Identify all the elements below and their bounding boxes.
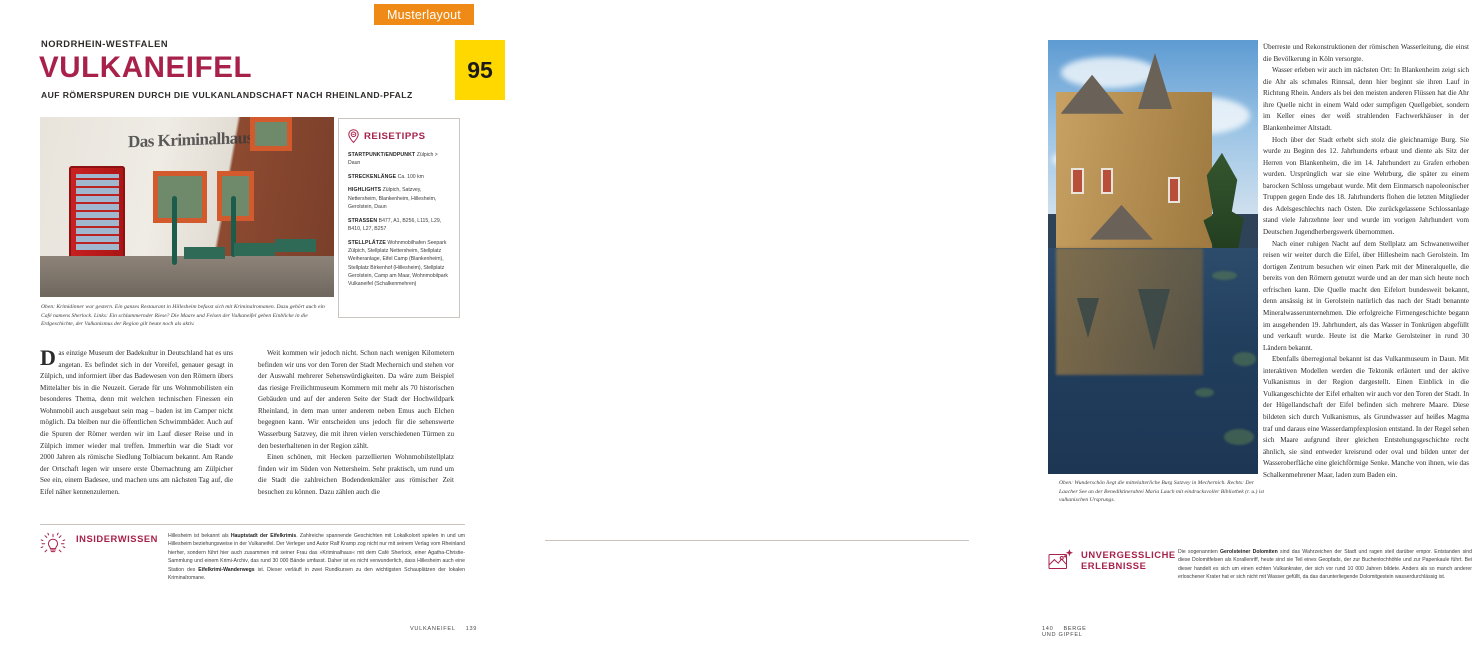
unforgettable-icon-slot: [1048, 548, 1081, 582]
chapter-number: 95: [467, 56, 493, 83]
paragraph: Nach einer ruhigen Nacht auf dem Stellplatz am Schwanenweiher reisen wir weiter durch die Eifel, über Hillesheim nach Gerolstein. Im dortigen Zentrum besuchen wir einen Park mit der Mineralquelle, die bereits von den Römern genutzt wurde und an der man sich heute noch erfrischen kann. Die Quelle macht den Eifelort bundesweit bekannt, denn ansässig ist in Gerolstein natürlich das nach der Stadt benannte Mineralwasserunternehmen. Die erfolgreiche Firmengeschichte begann im ausgehenden 19. Jahrhundert, als das Wasser in Tonkrügen abgefüllt und verkauft wurde. Heute ist die Marke Gerolsteiner in rund 30 Ländern bekannt.: [1263, 239, 1469, 352]
reisetipps-rows: [348, 151, 450, 289]
photo-window: [158, 176, 202, 217]
photo-table: [275, 239, 316, 252]
paragraph: Überreste und Rekonstruktionen der römischen Wasserleitung, die einst die Bevölkerung in Köln versorgte.: [1263, 43, 1469, 63]
reisetipps-label: STELLPLÄTZE: [348, 239, 386, 246]
reisetipps-label: STARTPUNKT/ENDPUNKT: [348, 152, 416, 158]
unvergessliche-erlebnisse-box: [1048, 548, 1472, 582]
photo-tower-reflection: [1077, 298, 1099, 338]
photo-castle-window: [1170, 179, 1178, 201]
photo-ground: [40, 256, 334, 297]
reisetipps-row: [348, 173, 450, 181]
insider-title-slot: [76, 532, 168, 583]
photo-lilypad: [1233, 352, 1256, 366]
unforgettable-title-line-2: ERLEBNISSE: [1081, 560, 1147, 572]
reisetipps-title: REISETIPPS: [364, 130, 426, 142]
insider-icon-slot: [40, 532, 76, 583]
reisetipps-box: [338, 118, 460, 318]
drop-cap: D: [40, 345, 56, 370]
footer-page-number: 140: [1042, 626, 1054, 632]
reisetipps-row: [348, 151, 450, 168]
lightbulb-icon: [40, 532, 66, 558]
reisetipps-label: HIGHLIGHTS: [348, 187, 382, 194]
reisetipps-label: STRASSEN: [348, 217, 378, 224]
paragraph: Einen schönen, mit Hecken parzellierten Wohnmobilstellplatz finden wir im Süden von Nettersheim. Sehr praktisch, um rund um die Stadt die zahlreichen Bodendenkmäler aus römischer Zeit besuchen zu können. Dazu zählen auch die: [258, 453, 454, 496]
paragraph: Weit kommen wir jedoch nicht. Schon nach wenigen Kilometern befinden wir uns vor den Toren der Stadt Mechernich und stehen vor der Auswahl mehrerer Sehenswürdigkeiten. Da wäre zum Beispiel das riesige Freilichtmuseum Kommern mit mehr als 70 historischen Gebäuden und auf der anderen Seite der Stadt der Hochwildpark Rheinland, in dem man unter anderem neben Emus auch Elchen begegnen kann. Wir entscheiden uns jedoch für die sehenswerte Wasserburg Satzvey, die mit ihren vielen verschiedenen Türmen zu den besterhaltenen in der Region zählt.: [258, 349, 454, 450]
insiderwissen-text: Hillesheim ist bekannt als Hauptstadt der Eifelkrimis. Zahlreiche spannende Geschichten mit Lokalkolorit spielen in und um Hillesheim beziehungsweise in der Vulkaneifel. Der Verleger und Autor Ralf Kramp zog nicht nur mit seinem Verlag vom Rheinland hierher, sondern führt hier auch zusammen mit seiner Frau das »Kriminalhaus« mit dem Café Sherlock, einer Agatha-Christie-Sammlung und einem Krimi-Archiv, das rund 30 000 Bände umfasst. Daher ist es nicht verwunderlich, dass Hillesheim auch eine Station des Eifelkrimi-Wanderwegs ist. Dieser verläuft in zwei Rundkursen zu den wichtigsten Schauplätzen der lokalen Kriminalromane.: [168, 533, 466, 582]
footer-left: [410, 626, 477, 632]
photo-lilypad: [1212, 271, 1237, 280]
photo-kriminalhaus: [40, 117, 334, 297]
reisetipps-value: B477, A1, B256, L115, L29, B410, L27, B257: [348, 217, 442, 232]
footer-page-number: 139: [465, 626, 478, 632]
reisetipps-row: [348, 239, 450, 289]
insiderwissen-title: INSIDERWISSEN: [76, 533, 158, 544]
photo-burg-satzvey: [1048, 40, 1258, 474]
footer-chapter: VULKANEIFEL: [410, 626, 456, 632]
reisetipps-value: Ca. 100 km: [397, 173, 424, 180]
left-body-column-1: [40, 345, 233, 498]
photo-lilypad: [1224, 429, 1253, 445]
photo-table: [184, 247, 225, 260]
photo-water: [1048, 248, 1258, 474]
photo-castle-window: [1073, 170, 1081, 192]
right-body-column-1: [1263, 42, 1469, 481]
photo-table: [234, 243, 275, 256]
photo-parasol: [172, 196, 177, 264]
reisetipps-row: [348, 186, 450, 211]
unforgettable-divider: [545, 540, 969, 541]
insider-divider: [40, 524, 465, 525]
photo-tower-reflection: [1138, 289, 1170, 351]
photo-sign-text: Das Kriminalhaus: [128, 127, 253, 151]
map-pin-icon: [348, 129, 359, 143]
reisetipps-row: [348, 217, 450, 234]
chapter-number-badge: [455, 40, 505, 100]
photo-lilypad: [1195, 388, 1214, 397]
reisetipps-value: Wohnmobilhafen Seepark Zülpich, Stellplatz Nettersheim, Stellplatz Weiheranlage, Eifel Camp (Blankenheim), Stellplatz Birkenhof (Hillesheim), Stellplatz Gerolstein, Camp am Maar, Wohnmobilpark Vulkaneifel (Schalkenmehren): [348, 239, 448, 288]
page-subtitle: AUF RÖMERSPUREN DURCH DIE VULKANLANDSCHAFT NACH RHEINLAND-PFALZ: [41, 90, 413, 100]
unforgettable-title-slot: [1081, 548, 1178, 582]
paragraph: Hoch über der Stadt erhebt sich stolz die gleichnamige Burg. Sie wurde zu Beginn des 12. Jahrhunderts erbaut und diente als Sitz der Herren von Blankenheim, die im 14. Jahrhundert zu Grafen erhoben wurden. Ursprünglich war sie eine Wehrburg, die später zu einem barocken Schloss umgebaut wurde. Mit dem Einmarsch napoleonischer Truppen gegen Ende des 18. Jahrhunderts flohen die letzten Mitglieder des Adelsgeschlechts nach Osten. Die zurückgelassene Schlossanlage stand viele Jahrzehnte leer und wurde im vorigen Jahrhundert vom Deutschen Jugendherbergswerk übernommen.: [1263, 135, 1469, 236]
left-body-column-2: [258, 348, 454, 498]
region-kicker: NORDRHEIN-WESTFALEN: [41, 39, 169, 49]
paragraph: Wasser erleben wir auch im nächsten Ort: In Blankenheim zeigt sich die Ahr als schmales Rinnsal, denn hier beginnt sie ihren Lauf in Richtung Rhein. Anders als bei den meisten anderen Flüssen hat die Ahr ihre Quelle nicht in einem Wald oder sumpfigen Quellgebiet, sondern im Keller eines der weiß strahlenden Fachwerkhäuser in der Blankenheimer Altstadt.: [1263, 66, 1469, 132]
photo-castle-tower: [1138, 53, 1172, 109]
photo-caption-right: Oben: Wunderschön liegt die mittelalterliche Burg Satzvey in Mechernich. Rechts: Der Laacher See an der Benediktinerabtei Maria Laach mit eindrucksvoller Bibliothek (r. u.) ist vulkanischen Ursprungs.: [1059, 480, 1265, 504]
unforgettable-text: Die sogenannten Gerolsteiner Dolomiten sind das Wahrzeichen der Stadt und ragen steil darüber empor. Entstanden sind diese Dolomitfelsen als Korallenriff, heute sind sie Teil eines Geopfads, der zur Buchenlochhöhle und zur Papenkaule führt. Bei dieser handelt es sich um einen echten Vulkankrater, der sich vor rund 10 000 Jahren bildete. Anders als so manch anderer erloschener Krater hat er sich nicht mit Wasser gefüllt, da das darunterliegende Dolomitgestein wasserdurchlässig ist.: [1178, 549, 1472, 581]
photo-castle-window: [1103, 170, 1111, 192]
paragraph: as einzige Museum der Badekultur in Deutschland hat es uns angetan. Es befindet sich in der Voreifel, genauer gesagt in Zülpich, und informiert über das Badewesen von den Römern übers Mittelalter bis in die Neuzeit. Gerade für uns Wohnmobilisten ein besonderes Thema, denn mit welchen technischen Finessen ein Wohnmobil auch ausgebaut sein mag – baden ist im Camper nicht möglich. Da bleiben nur die öffentlichen Schwimmbäder. Auch auf die Spuren der Römer werden wir im Lauf dieser Reise und in Zülpich immer wieder mal treffen. Immerhin war die Stadt vor 2000 Jahren als römische Siedlung Tolbiacum bekannt. Am Rande der Ortschaft legen wir unsere erste Übernachtung am Zülpicher See ein, einem Badesee, und machen uns am nächsten Tag auf, die Eifel näher kennenzulernen.: [40, 349, 233, 496]
photo-sparkle-icon: [1048, 548, 1074, 572]
reisetipps-label: STRECKENLÄNGE: [348, 173, 397, 180]
unforgettable-title-line-1: UNVERGESSLICHE: [1081, 549, 1176, 560]
paragraph: Ebenfalls überregional bekannt ist das Vulkanmuseum in Daun. Mit interaktiven Modellen werden die Tektonik erläutert und der aktive Vulkanismus in der Region dargestellt. Einen Einblick in die Vulkangeschichte der Eifel erhalten wir auch vor den Toren der Stadt. In der Hügellandschaft der Eifel befinden sich mehrere Maare. Diese bildeten sich durch Vulkanismus, als Grundwasser auf heißes Magma traf und daraus eine Wasserdampfexplosion entstand. In der Regel sehen sich Maare aufgrund ihrer gleichen Entstehungsgeschichte recht ähnlich, sie sind entweder kreisrund oder oval und bilden unter der Wasseroberfläche eine gleichförmige Senke. Manche von ihnen, wie das Schalkenmehrener Maar, laden zum Baden ein.: [1263, 355, 1469, 479]
insiderwissen-box: [40, 532, 465, 583]
footer-chapter: BERGE UND GIPFEL: [1042, 626, 1087, 638]
musterlayout-label: Musterlayout: [387, 7, 461, 22]
page-title: VULKANEIFEL: [39, 51, 253, 84]
photo-window: [255, 122, 287, 145]
reisetipps-value: Zülpich > Daun: [348, 152, 438, 167]
reisetipps-value: Zülpich, Satzvey, Nettersheim, Blankenheim, Hillesheim, Gerolstein, Daun: [348, 187, 437, 211]
reisetipps-header: [348, 129, 450, 143]
photo-caption-left: Oben: Krimidinner war gestern. Ein ganzes Restaurant in Hillesheim befasst sich mit Kriminalromanen. Dazu gehört auch ein Café namens Sherlock. Links: Ein schlummernder Riese? Die Maare und Felsen der Vulkaneifel geben Einblicke in die Erdgeschichte, der Vulkanismus der Region gilt heute noch als aktiv.: [41, 304, 325, 328]
footer-right: [1042, 626, 1087, 638]
left-page: [0, 0, 502, 648]
